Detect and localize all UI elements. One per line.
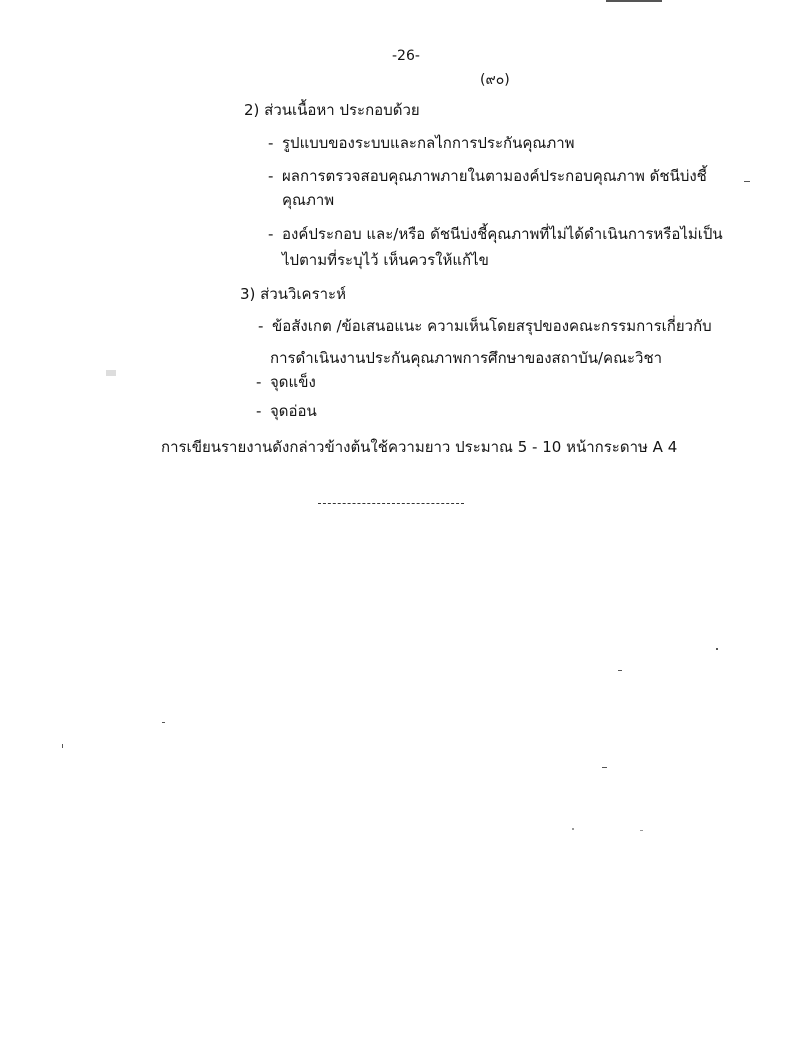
- bullet-text: จุดแข็ง: [270, 373, 316, 391]
- scan-speck: [62, 744, 63, 748]
- bullet-text: รูปแบบของระบบและกลไกการประกันคุณภาพ: [282, 134, 575, 152]
- bullet-text: ผลการตรวจสอบคุณภาพภายในตามองค์ประกอบคุณภาพ ดัชนีบ่งชี้: [282, 167, 707, 185]
- scan-speck: [640, 830, 643, 831]
- bullet-text-continued: การดำเนินงานประกันคุณภาพการศึกษาของสถาบัน/คณะวิชา: [270, 349, 663, 367]
- section-heading: 3) ส่วนวิเคราะห์: [240, 285, 347, 303]
- bullet-dash: -: [256, 402, 262, 420]
- scan-speck: [744, 181, 750, 182]
- bullet-text: ข้อสังเกต /ข้อเสนอแนะ ความเห็นโดยสรุปของคณะกรรมการเกี่ยวกับ: [272, 317, 712, 335]
- bullet-text: องค์ประกอบ และ/หรือ ดัชนีบ่งชี้คุณภาพที่ไม่ได้ดำเนินการหรือไม่เป็น: [282, 225, 723, 243]
- end-rule: [318, 503, 464, 504]
- bullet-dash: -: [268, 167, 274, 185]
- scan-speck: [716, 648, 718, 650]
- bullet-dash: -: [268, 134, 274, 152]
- closing-note: การเขียนรายงานดังกล่าวข้างต้นใช้ความยาว ประมาณ 5 - 10 หน้ากระดาษ A 4: [161, 438, 678, 456]
- bullet-dash: -: [258, 317, 264, 335]
- bullet-dash: -: [268, 225, 274, 243]
- bullet-text-continued: ไปตามที่ระบุไว้ เห็นควรให้แก้ไข: [282, 251, 489, 269]
- page-annotation: (๙๐): [480, 72, 510, 88]
- scan-speck: [618, 670, 622, 671]
- scan-speck: [162, 722, 165, 723]
- section-heading: 2) ส่วนเนื้อหา ประกอบด้วย: [244, 101, 420, 119]
- bullet-text-continued: คุณภาพ: [282, 191, 335, 209]
- bullet-dash: -: [256, 373, 262, 391]
- scan-edge-mark: [606, 0, 662, 2]
- bullet-text: จุดอ่อน: [270, 402, 317, 420]
- page-number: -26-: [392, 48, 420, 64]
- scan-speck: [602, 767, 607, 768]
- scan-speck: [106, 370, 116, 376]
- scan-speck: [572, 828, 574, 830]
